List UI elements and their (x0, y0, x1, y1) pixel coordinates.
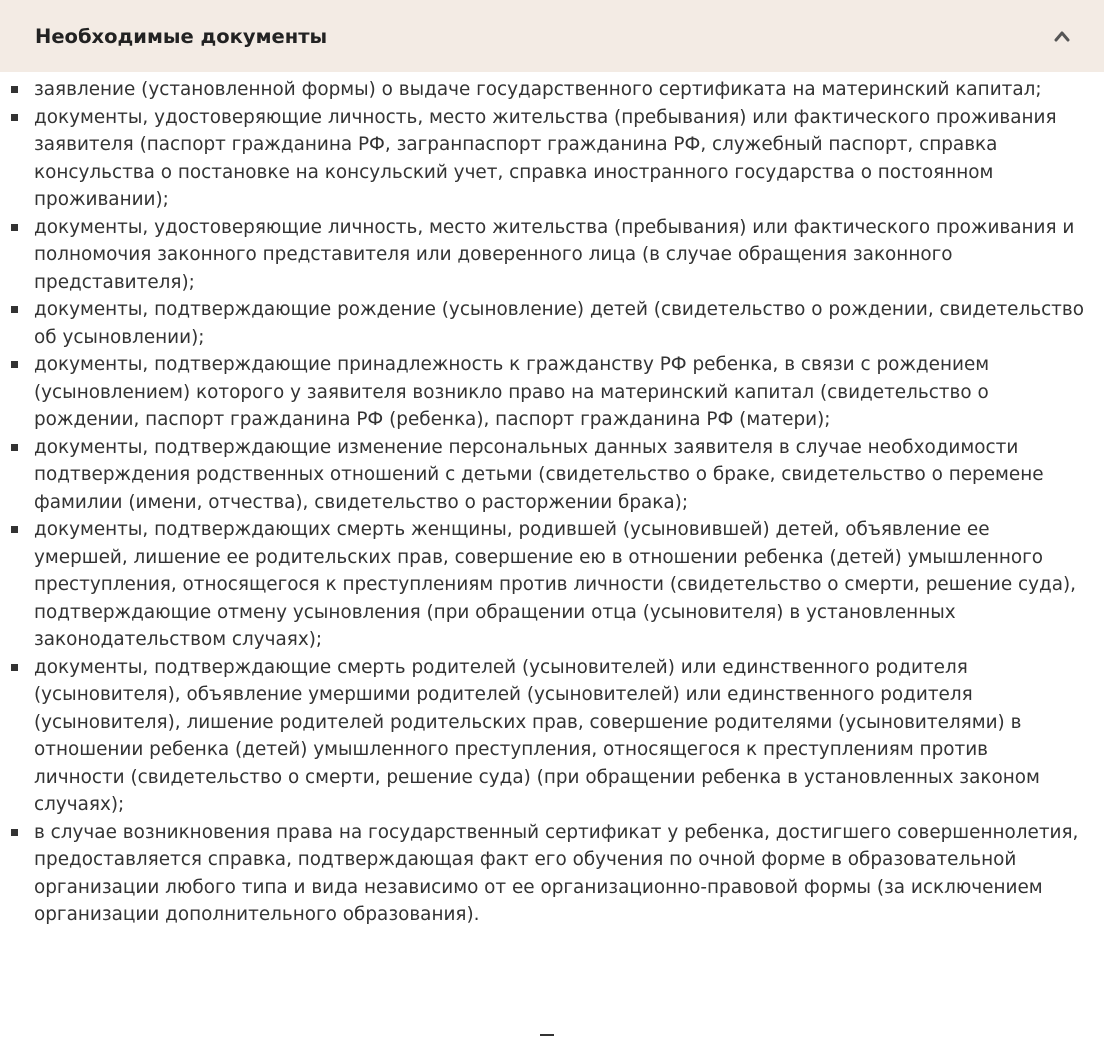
section-title: Необходимые документы (35, 24, 328, 48)
list-item-text: документы, подтверждающие рождение (усыновление) детей (свидетельство о рождении, свидетельство об усыновлении); (34, 299, 1084, 348)
list-item-text: в случае возникновения права на государственный сертификат у ребенка, достигшего совершеннолетия, предоставляется справка, подтверждающая факт его обучения по очной форме в образовательной организации любого типа и вида независимо от ее организационно-правовой формы (за исключением организации дополнительного образования). (34, 821, 1079, 925)
bullet-icon (11, 664, 18, 671)
list-item-text: документы, подтверждающие изменение персональных данных заявителя в случае необходимости подтверждения родственных отношений с детьми (свидетельство о браке, свидетельство о перемене фамилии (имени, отчества), свидетельство о расторжении брака); (34, 436, 1044, 513)
list-item (8, 434, 1084, 517)
bullet-icon (11, 114, 18, 121)
bullet-icon (11, 224, 18, 231)
accordion-body (0, 72, 1104, 929)
list-item (8, 76, 1084, 104)
bullet-icon (11, 306, 18, 313)
list-item-text: заявление (установленной формы) о выдаче государственного сертификата на материнский капитал; (34, 79, 1042, 100)
list-item-text: документы, подтверждающих смерть женщины, родившей (усыновившей) детей, объявление ее умершей, лишение ее родительских прав, совершение ею в отношении ребенка (детей) умышленного преступления, относящегося к преступлениям против личности (свидетельство о смерти, решение суда), подтверждающие отмену усыновления (при обращении отца (усыновителя) в установленных законодательством случаях); (34, 519, 1077, 650)
bullet-icon (11, 444, 18, 451)
list-item (8, 819, 1084, 929)
list-item (8, 104, 1084, 214)
list-item-text: документы, подтверждающие принадлежность к гражданству РФ ребенка, в связи с рождением (усыновлением) которого у заявителя возникло право на материнский капитал (свидетельство о рождении, паспорт гражданина РФ (ребенка), паспорт гражданина РФ (матери); (34, 354, 990, 430)
bullet-icon (11, 361, 18, 368)
list-item (8, 351, 1084, 434)
list-item (8, 654, 1084, 819)
list-item (8, 214, 1084, 297)
documents-list (8, 76, 1084, 929)
list-item-text: документы, удостоверяющие личность, место жительства (пребывания) или фактического проживания и полномочия законного представителя или доверенного лица (в случае обращения законного представителя); (34, 216, 1075, 293)
divider (540, 1034, 554, 1036)
accordion-header[interactable] (0, 0, 1104, 72)
list-item-text: документы, подтверждающие смерть родителей (усыновителей) или единственного родителя (усыновителя), объявление умершими родителей (усыновителей) или единственного родителя (усыновителя), лишение родителей родительских прав, совершение родителями (усыновителями) в отношении ребенка (детей) умышленного преступления, относящегося к преступлениям против личности (свидетельство о смерти, решение суда) (при обращении ребенка в установленных законом случаях); (34, 656, 1040, 815)
list-item (8, 516, 1084, 654)
bullet-icon (11, 829, 18, 836)
bullet-icon (11, 86, 18, 93)
bullet-icon (11, 526, 18, 533)
list-item-text: документы, удостоверяющие личность, место жительства (пребывания) или фактического проживания заявителя (паспорт гражданина РФ, загранпаспорт гражданина РФ, служебный паспорт, справка консульства о постановке на консульский учет, справка иностранного государства о постоянном проживании); (34, 106, 1057, 210)
chevron-up-icon[interactable] (1052, 26, 1072, 46)
list-item (8, 296, 1084, 351)
